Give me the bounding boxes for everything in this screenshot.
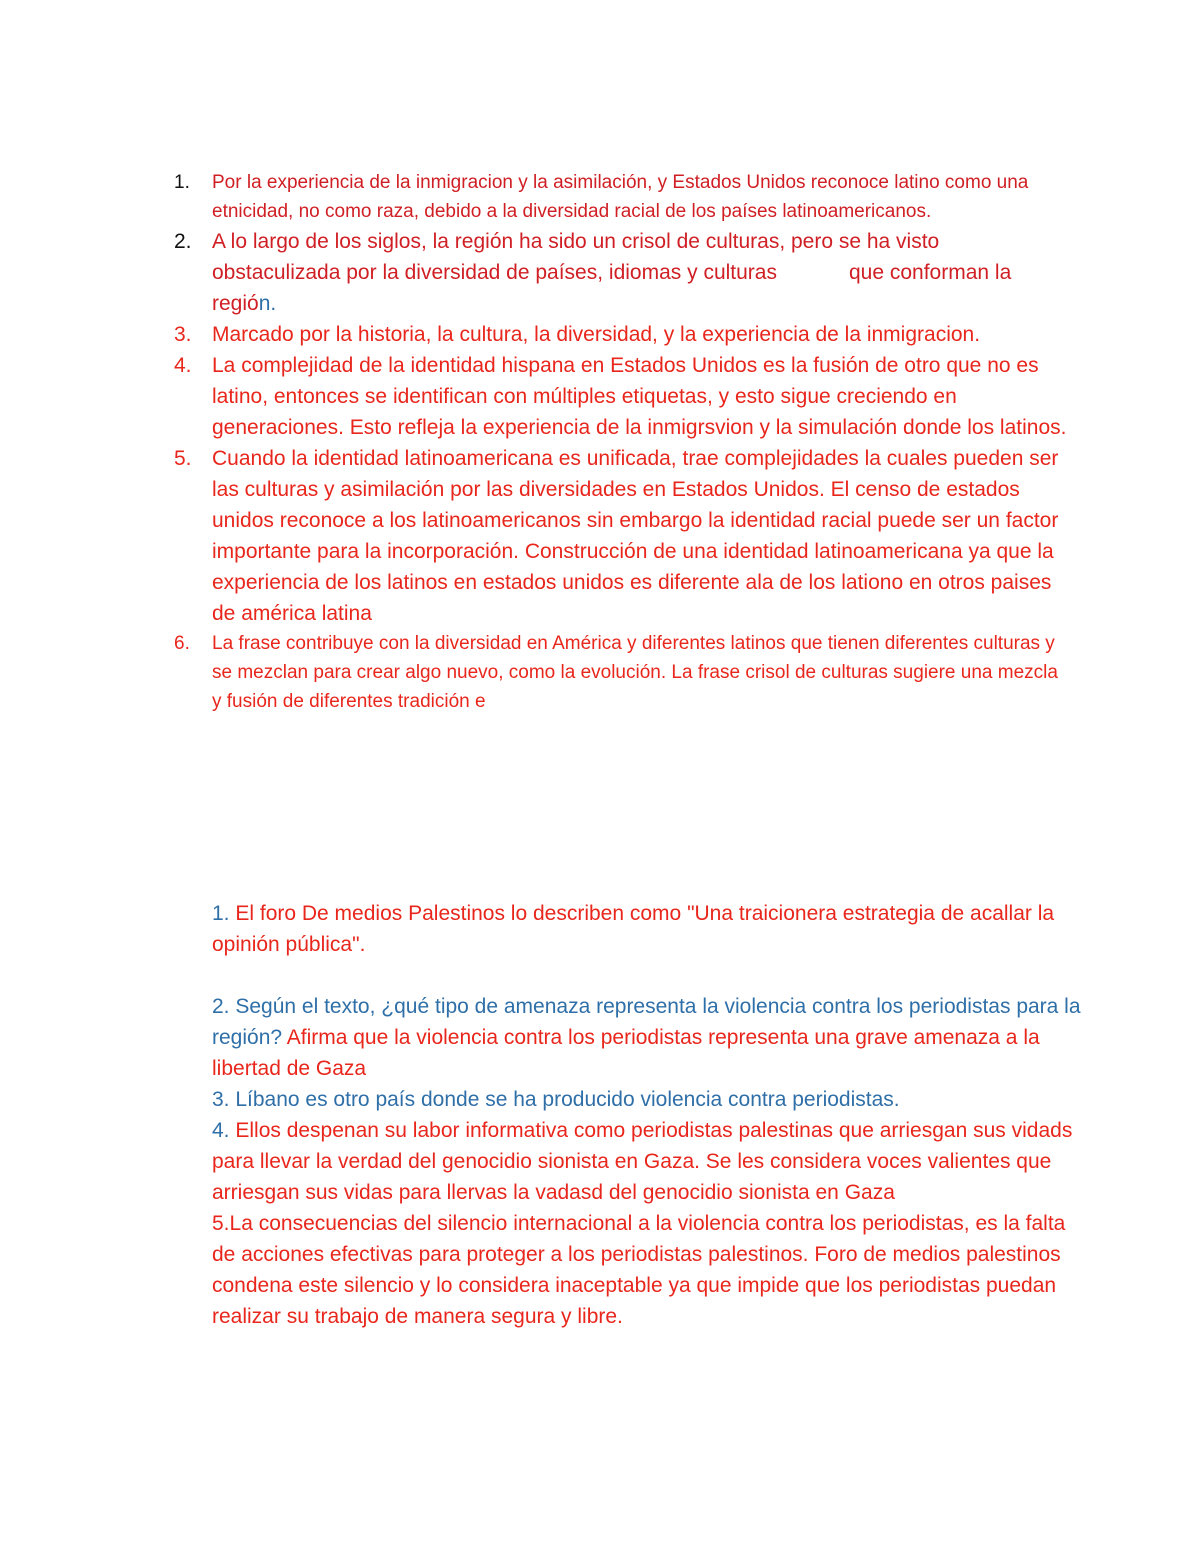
list-item-text: La frase contribuye con la diversidad en América y diferentes latinos que tienen diferentes culturas y se mezclan para crear algo nuevo, como la evolución. La frase crisol de culturas sugiere una mezcla y fusión de diferentes tradición e bbox=[212, 633, 1058, 712]
answer-number: 1. bbox=[212, 902, 230, 925]
list-item-number: 1. bbox=[174, 172, 190, 193]
answer-text: El foro De medios Palestinos lo describen como "Una traicionera estrategia de acallar la opinión pública". bbox=[212, 902, 1055, 956]
list-item bbox=[0, 629, 1072, 716]
answer-number: 4. bbox=[212, 1119, 230, 1142]
list-item-number: 4. bbox=[174, 354, 192, 377]
second-answers bbox=[212, 898, 1082, 1332]
answer-5 bbox=[212, 1208, 1082, 1332]
answers-list bbox=[0, 168, 1200, 716]
answer-3 bbox=[212, 1084, 1082, 1115]
list-item-text: A lo largo de los siglos, la región ha sido un crisol de culturas, pero se ha visto obstaculizada por la diversidad de países, idiomas y culturas bbox=[212, 230, 940, 284]
answer-2 bbox=[212, 991, 1082, 1084]
answer-text: 3. Líbano es otro país donde se ha producido violencia contra periodistas. bbox=[212, 1088, 900, 1111]
answer-4 bbox=[212, 1115, 1082, 1208]
list-item-number: 3. bbox=[174, 323, 192, 346]
list-item-number: 6. bbox=[174, 633, 190, 654]
list-item-text: La complejidad de la identidad hispana en Estados Unidos es la fusión de otro que no es latino, entonces se identifican con múltiples etiquetas, y esto sigue creciendo en generaciones. Esto refleja la experiencia de la inmigrsvion y la simulación donde los latinos. bbox=[212, 354, 1067, 439]
answer-text: Afirma que la violencia contra los periodistas representa una grave amenaza a la libertad de Gaza bbox=[212, 1026, 1040, 1080]
list-item-number: 2. bbox=[174, 230, 192, 253]
list-item bbox=[0, 443, 1072, 629]
list-item-text: Cuando la identidad latinoamericana es unificada, trae complejidades la cuales pueden ser las culturas y asimilación por las diversidades en Estados Unidos. El censo de estados unidos reconoce a los latinoamericanos sin embargo la identidad racial puede ser un factor importante para la incorporación. Construcción de una identidad latinoamericana ya que la experiencia de los latinos en estados unidos es diferente ala de los lationo en otros paises de américa latina bbox=[212, 447, 1059, 625]
answer-text: Ellos despenan su labor informativa como periodistas palestinas que arriesgan sus vidads para llevar la verdad del genocidio sionista en Gaza. Se les considera voces valientes que arriesgan sus vidas para llervas la vadasd del genocidio sionista en Gaza bbox=[212, 1119, 1073, 1204]
answer-text: 5.La consecuencias del silencio internacional a la violencia contra los periodistas, es la falta de acciones efectivas para proteger a los periodistas palestinos. Foro de medios palestinos condena este silencio y lo considera inaceptable ya que impide que los periodistas puedan realizar su trabajo de manera segura y libre. bbox=[212, 1212, 1066, 1328]
list-item-number: 5. bbox=[174, 447, 192, 470]
list-item bbox=[0, 350, 1072, 443]
list-item-text: Marcado por la historia, la cultura, la diversidad, y la experiencia de la inmigracion. bbox=[212, 323, 981, 346]
blank-line bbox=[212, 960, 1082, 991]
list-item bbox=[0, 168, 1072, 226]
list-item bbox=[0, 226, 1072, 319]
list-item-text: Por la experiencia de la inmigracion y la asimilación, y Estados Unidos reconoce latino como una etnicidad, no como raza, debido a la diversidad racial de los países latinoamericanos. bbox=[212, 172, 1029, 222]
question-text: 2. Según el texto, ¿qué tipo de amenaza representa la violencia contra los periodistas para la región? bbox=[212, 995, 1081, 1049]
list-item-text: n. bbox=[258, 292, 277, 315]
list-item-text: que conforman la regió bbox=[212, 261, 1012, 315]
answer-1 bbox=[212, 898, 1082, 960]
list-item bbox=[0, 319, 1072, 350]
